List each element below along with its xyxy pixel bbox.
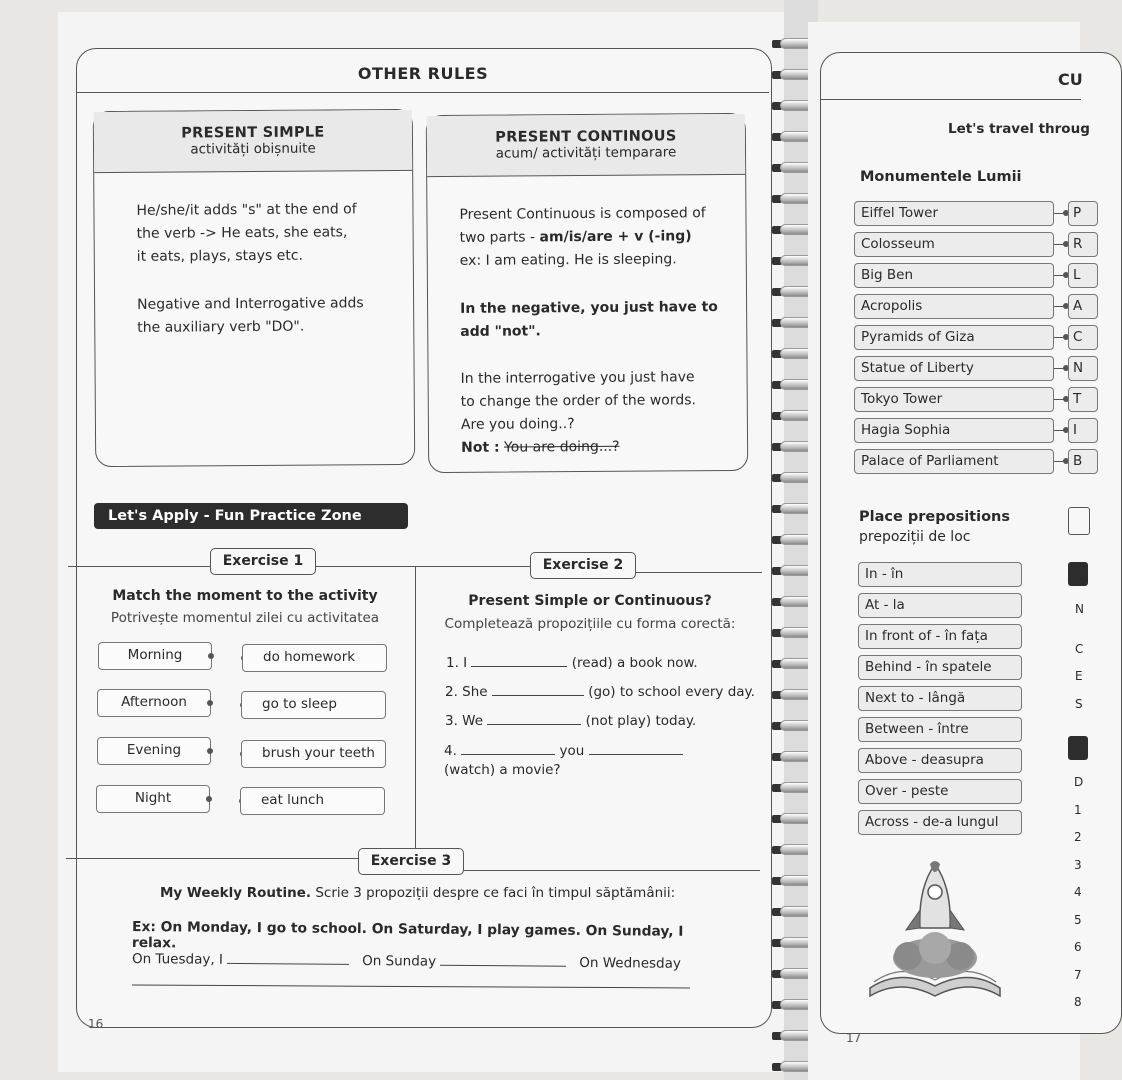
edge-text: 1	[1074, 802, 1082, 817]
match-dot[interactable]	[207, 748, 213, 754]
preposition-box: At - la	[858, 593, 1022, 618]
preposition-box: In - în	[858, 562, 1022, 587]
monument-box[interactable]: Palace of Parliament	[854, 449, 1054, 474]
monument-match-box[interactable]: I	[1068, 418, 1098, 443]
prepositions-subtitle: prepoziții de loc	[859, 529, 971, 545]
preposition-box: In front of - în fața	[858, 624, 1022, 649]
match-dot[interactable]	[208, 653, 214, 659]
answer-blank[interactable]	[471, 652, 567, 667]
exercise3-intro: My Weekly Routine. Scrie 3 propoziții despre ce faci în timpul săptămânii:	[160, 885, 676, 901]
edge-text: 8	[1074, 995, 1082, 1009]
exercise3-label: Exercise 3	[358, 848, 464, 875]
monument-match-box[interactable]: P	[1068, 201, 1098, 226]
preposition-box: Over - peste	[858, 779, 1022, 804]
edge-badge	[1068, 562, 1088, 586]
monument-box[interactable]: Colosseum	[854, 232, 1054, 257]
rocket-book-illustration	[860, 858, 1010, 1008]
activity-box[interactable]: brush your teeth	[241, 740, 386, 768]
present-simple-card	[93, 109, 415, 467]
exercise2-sentence-3: 3. We (not play) today.	[445, 710, 760, 733]
exercise1-subtitle: Potrivește momentul zilei cu activitatea	[110, 610, 380, 626]
monument-match-box[interactable]: T	[1068, 387, 1098, 412]
edge-text: 2	[1074, 830, 1082, 844]
edge-text: C	[1075, 642, 1084, 656]
exercise-divider-right	[634, 572, 762, 573]
exercise-column-divider	[415, 566, 416, 858]
edge-text: E	[1075, 669, 1083, 683]
answer-blank[interactable]	[487, 710, 581, 725]
monument-box[interactable]: Big Ben	[854, 263, 1054, 288]
edge-text: D	[1074, 775, 1084, 789]
answer-blank[interactable]	[440, 951, 566, 967]
answer-blank[interactable]	[227, 949, 349, 965]
exercise2-sentence-1: 1. I (read) a book now.	[446, 652, 761, 675]
preposition-box: Behind - în spatele	[858, 655, 1022, 680]
right-page-intro: Let's travel throug	[948, 121, 1090, 137]
activity-box[interactable]: go to sleep	[241, 691, 386, 719]
moment-box[interactable]: Afternoon	[97, 689, 211, 717]
exercise2-label: Exercise 2	[530, 552, 636, 579]
monument-match-box[interactable]: C	[1068, 325, 1098, 350]
present-simple-title: PRESENT SIMPLE	[181, 124, 325, 142]
other-rules-header: OTHER RULES	[357, 64, 489, 83]
present-continuous-interrogative: In the interrogative you just have to change the order of the words. Are you doing..? Not : You are doing...?	[460, 369, 697, 456]
match-dot[interactable]	[207, 700, 213, 706]
edge-text: 4	[1074, 885, 1082, 899]
monument-box[interactable]: Hagia Sophia	[854, 418, 1054, 443]
moment-box[interactable]: Evening	[97, 737, 211, 765]
edge-text: S	[1075, 697, 1083, 711]
edge-text: 6	[1074, 940, 1082, 954]
present-continuous-rule: Present Continuous is composed of two parts - am/is/are + v (-ing) ex: I am eating. He is sleeping.	[459, 205, 706, 269]
right-header-divider	[821, 99, 1081, 100]
edge-text: 3	[1074, 857, 1082, 872]
preposition-box: Between - între	[858, 717, 1022, 742]
moment-box[interactable]: Night	[96, 785, 210, 813]
monument-box[interactable]: Eiffel Tower	[854, 201, 1054, 226]
present-simple-negative: Negative and Interrogative adds the auxiliary verb "DO".	[137, 295, 364, 336]
exercise2-sentence-2: 2. She (go) to school every day.	[445, 681, 763, 704]
exercise-divider-mid	[315, 566, 530, 567]
exercise3-example: Ex: On Monday, I go to school. On Saturday, I play games. On Sunday, I relax.	[131, 919, 684, 952]
exercise1-label: Exercise 1	[210, 548, 316, 575]
preposition-box: Across - de-a lungul	[858, 810, 1022, 835]
monument-match-box[interactable]: L	[1068, 263, 1098, 288]
activity-box[interactable]: eat lunch	[240, 787, 385, 815]
present-continuous-card	[426, 113, 748, 473]
present-simple-rule: He/she/it adds "s" at the end of the verb -> He eats, she eats, it eats, plays, stays etc.	[136, 201, 357, 265]
monument-match-box[interactable]: A	[1068, 294, 1098, 319]
exercise2-subtitle: Completează propozițiile cu forma corectă:	[444, 616, 736, 632]
page-number-left: 16	[88, 1017, 104, 1031]
moment-box[interactable]: Morning	[98, 642, 212, 670]
monument-box[interactable]: Tokyo Tower	[854, 387, 1054, 412]
exercise2-title: Present Simple or Continuous?	[468, 593, 712, 609]
edge-text: N	[1075, 602, 1084, 616]
lets-apply-banner: Let's Apply - Fun Practice Zone	[94, 503, 408, 529]
monument-box[interactable]: Statue of Liberty	[854, 356, 1054, 381]
header-divider	[77, 92, 769, 93]
edge-text: 5	[1074, 912, 1082, 927]
prepositions-title: Place prepositions	[859, 509, 1010, 525]
monument-box[interactable]: Pyramids of Giza	[854, 325, 1054, 350]
exercise3-divider-right	[462, 870, 760, 871]
activity-box[interactable]: do homework	[242, 644, 387, 672]
present-continuous-subtitle: acum/ activități temparare	[495, 144, 677, 162]
monuments-title: Monumentele Lumii	[860, 169, 1022, 185]
right-edge-box	[1068, 507, 1090, 535]
monument-match-box[interactable]: R	[1068, 232, 1098, 257]
page-number-right: 17	[846, 1031, 862, 1045]
edge-text: 7	[1074, 967, 1082, 982]
answer-blank[interactable]	[461, 740, 555, 755]
preposition-box: Above - deasupra	[858, 748, 1022, 773]
monument-match-box[interactable]: N	[1068, 356, 1098, 381]
answer-blank[interactable]	[589, 740, 683, 755]
exercise-divider-left	[68, 566, 210, 567]
preposition-box: Next to - lângă	[858, 686, 1022, 711]
edge-badge	[1068, 736, 1088, 760]
exercise2-sentence-4: 4. you (watch) a movie?	[444, 740, 759, 780]
monument-match-box[interactable]: B	[1068, 449, 1098, 474]
present-simple-subtitle: activități obișnuite	[190, 140, 316, 158]
match-dot[interactable]	[206, 796, 212, 802]
exercise3-prompts: On Tuesday, I On Sunday On Wednesday	[132, 948, 732, 972]
present-continuous-title: PRESENT CONTINOUS	[495, 128, 677, 146]
answer-blank[interactable]	[492, 681, 584, 696]
exercise1-title: Match the moment to the activity	[112, 588, 378, 604]
right-page-header: CU	[1058, 70, 1083, 89]
monument-box[interactable]: Acropolis	[854, 294, 1054, 319]
exercise3-divider-left	[66, 858, 358, 859]
present-continuous-negative: In the negative, you just have to add "not".	[460, 299, 718, 340]
